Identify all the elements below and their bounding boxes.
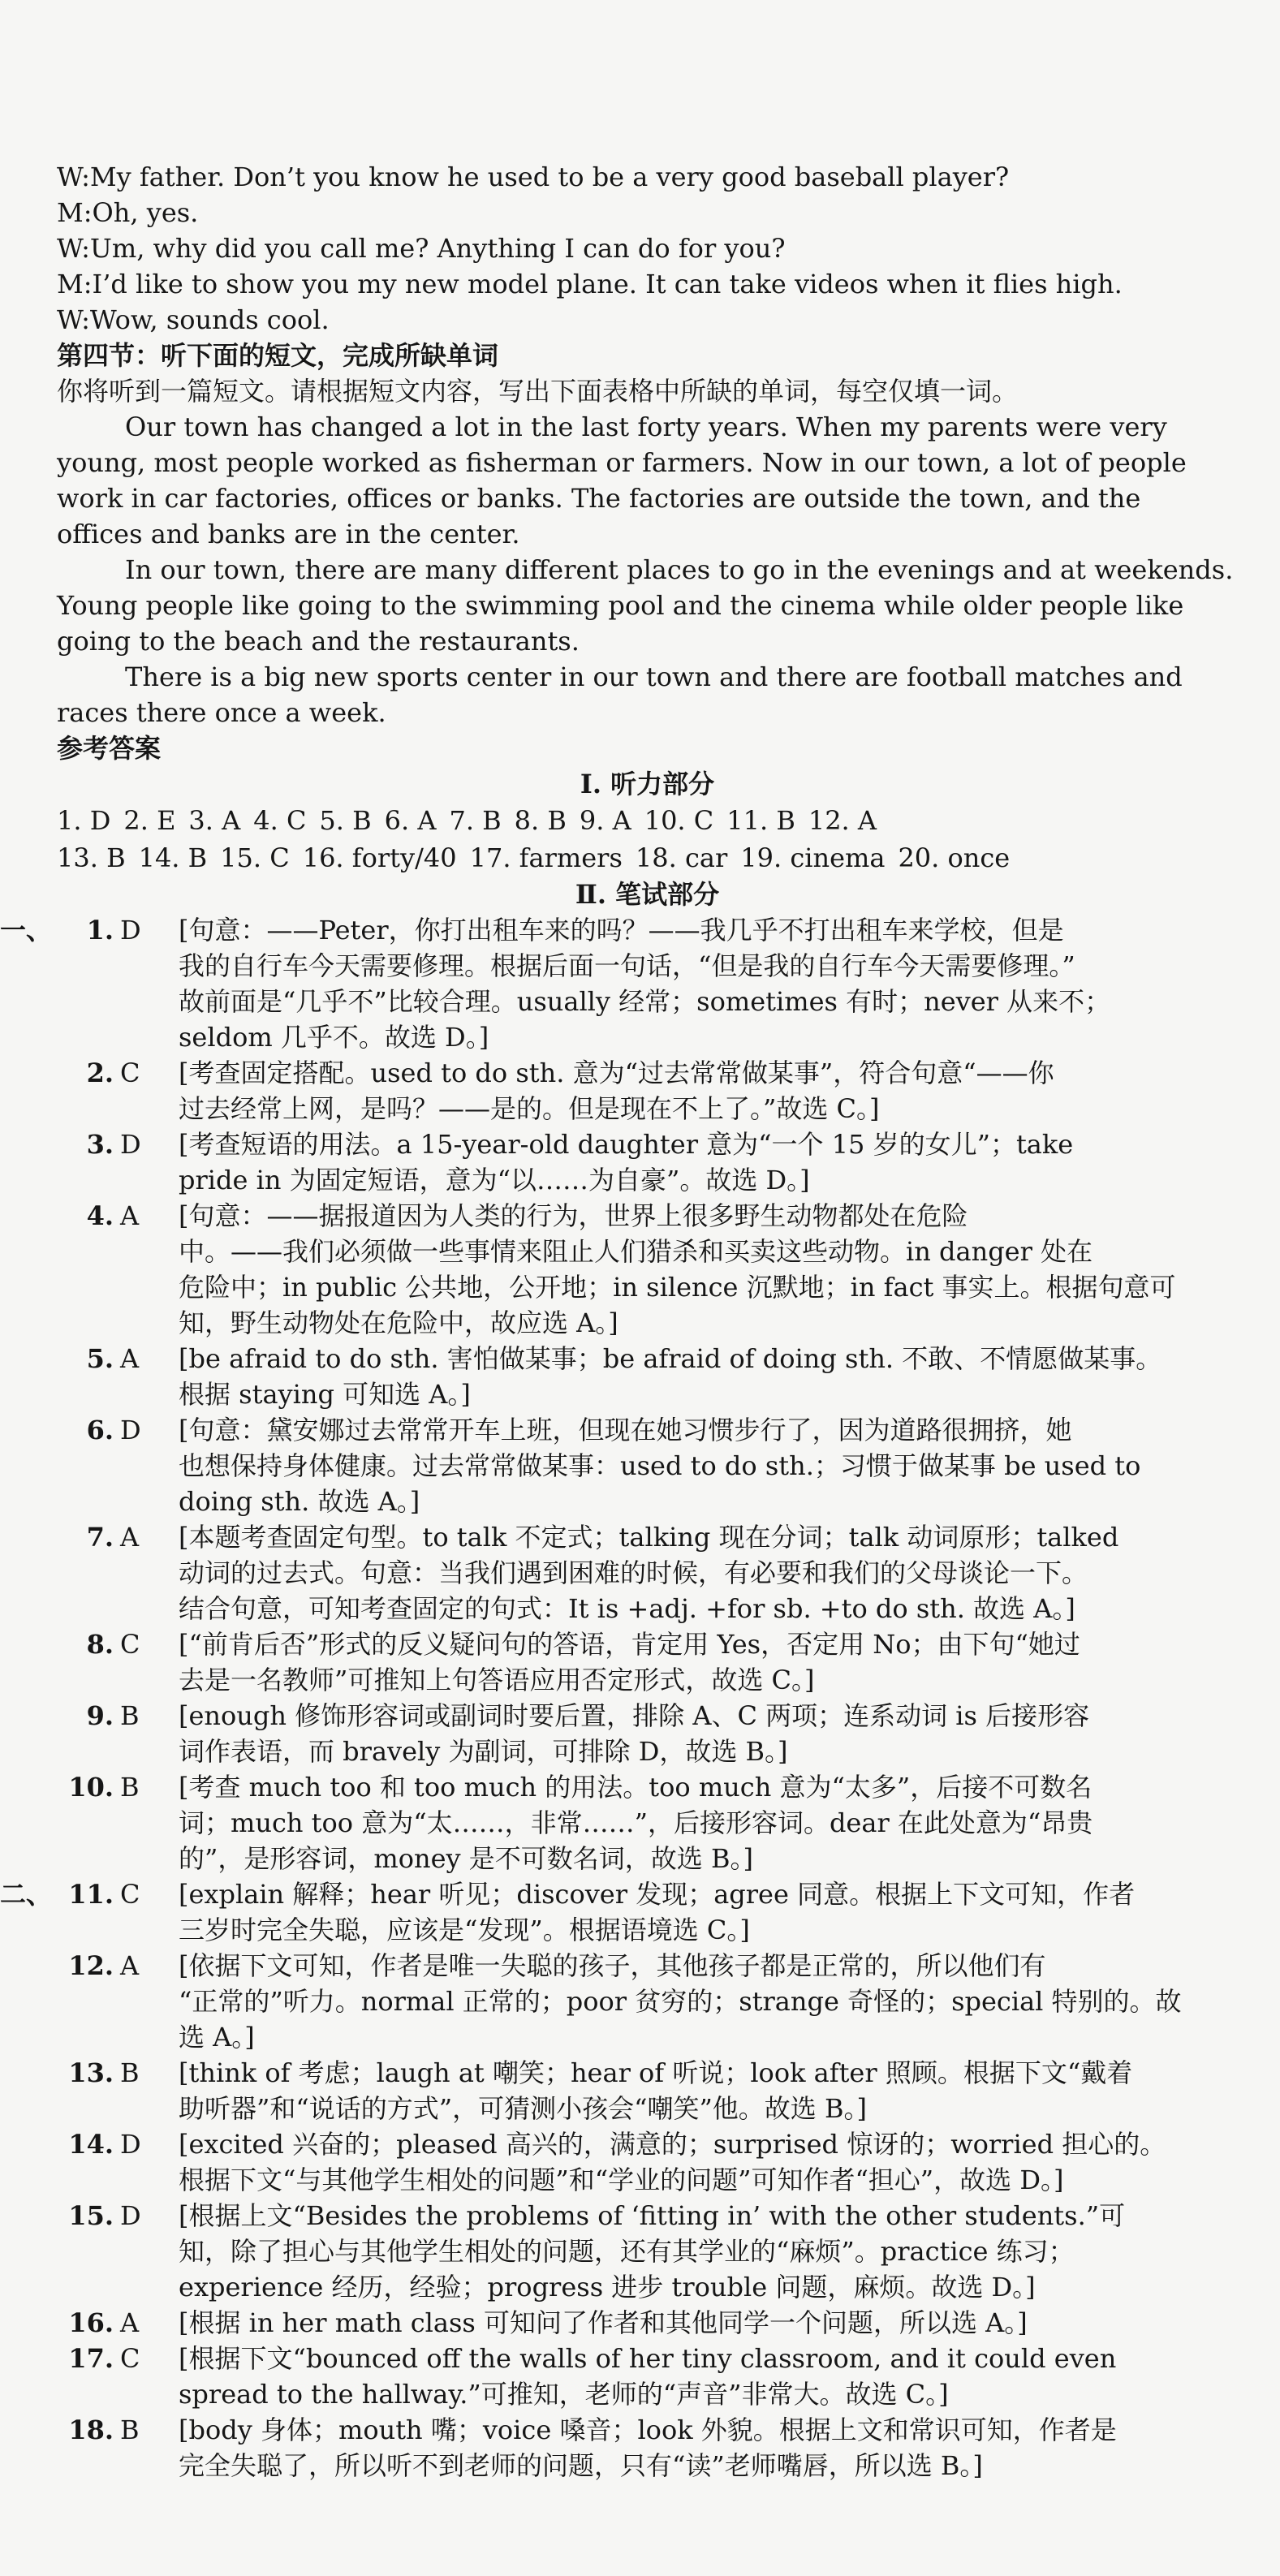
item-answer: D [120,2200,141,2231]
explanation-line: [explain 解释；hear 听见；discover 发现；agree 同意。根据上下文可知，作者 [179,1879,1136,1910]
answer-item [57,2126,1238,2198]
explanation-line: [“前肯后否”形式的反义疑问句的答语，肯定用 Yes，否定用 No；由下句“她过 [179,1629,1080,1660]
passage-line: going to the beach and the restaurants. [57,626,580,657]
explanation-line: seldom 几乎不。故选 D。] [179,1022,489,1053]
explanation-line: [be afraid to do sth. 害怕做某事；be afraid of doing sth. 不敢、不情愿做某事。 [179,1343,1162,1374]
item-number: 1. [86,915,114,946]
explanation-line: 也想保持身体健康。过去常常做某事：used to do sth.；习惯于做某事 be used to [179,1450,1141,1481]
explanation-line: 结合句意，可知考查固定的句式：It is +adj. +for sb. +to do sth. 故选 A。] [179,1593,1075,1624]
listening-answer: 6. A [384,805,437,836]
explanation-line: 知，除了担心与其他学生相处的问题，还有其学业的“麻烦”。practice 练习； [179,2236,1075,2267]
dialogue-line: M:Oh, yes. [57,197,199,228]
item-number: 6. [86,1415,114,1445]
explanation-line: [句意：——Peter，你打出租车来的吗？——我几乎不打出租车来学校，但是 [179,915,1064,946]
item-answer: D [120,1129,141,1160]
explanation-line: pride in 为固定短语，意为“以……为自豪”。故选 D。] [179,1165,810,1195]
answer-item [0,1876,1238,1948]
explanation-line: 知，野生动物处在危险中，故应选 A。] [179,1307,618,1338]
written-items [0,912,1238,2483]
listening-answer: 14. B [138,842,208,873]
section4-title: 第四节：听下面的短文，完成所缺单词 [57,340,499,371]
dialogue-line: M:I’d like to show you my new model plane. It can take videos when it flies high. [57,269,1123,299]
passage-line: young, most people worked as fisherman or farmers. Now in our town, a lot of people [57,447,1187,478]
passage-line: work in car factories, offices or banks. The factories are outside the town, and the [57,483,1141,514]
item-answer: A [120,1200,140,1231]
item-answer: B [120,1700,140,1731]
listening-answer: 20. once [898,842,1011,873]
explanation-line: 选 A。] [179,2022,255,2053]
explanation-line: [句意：黛安娜过去常常开车上班，但现在她习惯步行了，因为道路很拥挤，她 [179,1415,1072,1445]
explanation-line: 去是一名教师”可推知上句答语应用否定形式，故选 C。] [179,1665,815,1695]
item-number: 18. [68,2414,114,2445]
explanation-line: [根据下文“bounced off the walls of her tiny classroom, and it could even [179,2343,1117,2374]
passage-line: offices and banks are in the center. [57,519,520,549]
answer-item [57,2055,1238,2126]
passage-line: There is a big new sports center in our town and there are football matches and [125,661,1183,692]
answer-item [57,1769,1238,1876]
item-number: 3. [86,1129,114,1160]
explanation-line: 动词的过去式。句意：当我们遇到困难的时候，有必要和我们的父母谈论一下。 [179,1557,1088,1588]
answer-item [57,1412,1238,1519]
item-answer: D [120,2129,141,2160]
explanation-line: 根据下文“与其他学生相处的问题”和“学业的问题”可知作者“担心”，故选 D。] [179,2165,1064,2195]
answer-item [57,1626,1238,1698]
explanation-line: 三岁时完全失聪，应该是“发现”。根据语境选 C。] [179,1915,750,1945]
item-number: 4. [86,1200,114,1231]
group-label: 一、 [0,915,53,946]
explanation-line: [根据上文“Besides the problems of ‘fitting in’ with the other students.”可 [179,2200,1126,2231]
explanation-line: 词；much too 意为“太……，非常……”，后接形容词。dear 在此处意为“昂贵 [179,1807,1093,1838]
item-answer: B [120,1772,140,1803]
item-number: 16. [68,2307,114,2338]
answers-heading: 参考答案 [57,733,162,764]
listening-answer: 8. B [514,805,567,836]
listening-answer: 19. cinema [740,842,886,873]
listening-answer: 13. B [57,842,126,873]
explanation-line: [依据下文可知，作者是唯一失聪的孩子，其他孩子都是正常的，所以他们有 [179,1950,1046,1981]
dialogue [57,159,1238,338]
answer-item [57,2412,1238,2483]
explanation-line: 过去经常上网，是吗？——是的。但是现在不上了。”故选 C。] [179,1093,880,1124]
explanation-line: [考查短语的用法。a 15-year-old daughter 意为“一个 15 岁的女儿”；take [179,1129,1074,1160]
listening-answer: 16. forty/40 [302,842,457,873]
written-heading: Ⅱ. 笔试部分 [575,879,720,910]
passage-line: In our town, there are many different places to go in the evenings and at weekends. [125,554,1234,585]
passage-line: Our town has changed a lot in the last forty years. When my parents were very [125,411,1167,442]
answer-item [57,1698,1238,1769]
item-answer: B [120,2414,140,2445]
dialogue-line: W:Um, why did you call me? Anything I can do for you? [57,233,786,264]
passage-line: Young people like going to the swimming pool and the cinema while older people like [57,590,1184,621]
answer-item [57,2305,1238,2341]
explanation-line: 故前面是“几乎不”比较合理。usually 经常；sometimes 有时；never 从来不； [179,986,1111,1017]
item-answer: A [120,1522,140,1553]
explanation-line: [本题考查固定句型。to talk 不定式；talking 现在分词；talk 动词原形；talked [179,1522,1119,1553]
explanation-line: [考查 much too 和 too much 的用法。too much 意为“太多”，后接不可数名 [179,1772,1093,1803]
explanation-line: 危险中；in public 公共地，公开地；in silence 沉默地；in fact 事实上。根据句意可 [179,1272,1176,1303]
item-answer: A [120,1343,140,1374]
item-number: 2. [86,1058,114,1088]
listening-answer: 5. B [319,805,372,836]
listening-answer: 18. car [635,842,728,873]
answer-item [57,1198,1238,1341]
answer-item [57,2341,1238,2412]
passage [57,409,1238,730]
dialogue-line: W:My father. Don’t you know he used to be a very good baseball player? [57,162,1010,192]
listening-answers-row-1 [57,802,1238,839]
explanation-line: 的”，是形容词，money 是不可数名词，故选 B。] [179,1843,753,1874]
explanation-line: 根据 staying 可知选 A。] [179,1379,471,1410]
item-number: 11. [68,1879,114,1910]
listening-answer: 11. B [726,805,795,836]
group-label: 二、 [0,1879,53,1910]
item-answer: A [120,2307,140,2338]
item-number: 10. [68,1772,114,1803]
section4-instruction: 你将听到一篇短文。请根据短文内容，写出下面表格中所缺的单词，每空仅填一词。 [57,376,1019,407]
listening-answer: 7. B [449,805,502,836]
listening-answer: 3. A [188,805,241,836]
item-number: 5. [86,1343,114,1374]
item-number: 15. [68,2200,114,2231]
answer-item [57,1519,1238,1626]
item-answer: C [120,1058,140,1088]
listening-answer: 17. farmers [469,842,623,873]
answer-item [57,1126,1238,1198]
item-answer: A [120,1950,140,1981]
answer-item [57,2198,1238,2305]
item-answer: B [120,2057,140,2088]
explanation-line: [考查固定搭配。used to do sth. 意为“过去常常做某事”，符合句意“——你 [179,1058,1054,1088]
explanation-line: [excited 兴奋的；pleased 高兴的，满意的；surprised 惊讶的；worried 担心的。 [179,2129,1166,2160]
answer-item [57,1055,1238,1126]
listening-answer: 10. C [644,805,714,836]
explanation-line: [think of 考虑；laugh at 嘲笑；hear of 听说；look after 照顾。根据下文“戴着 [179,2057,1133,2088]
listening-answer: 2. E [123,805,176,836]
item-number: 13. [68,2057,114,2088]
explanation-line: [根据 in her math class 可知问了作者和其他同学一个问题，所以选 A。] [179,2307,1028,2338]
explanation-line: “正常的”听力。normal 正常的；poor 贫穷的；strange 奇怪的；special 特别的。故 [179,1986,1182,2017]
listening-answer: 15. C [220,842,290,873]
listening-answer: 1. D [57,805,111,836]
explanation-line: 我的自行车今天需要修理。根据后面一句话，“但是我的自行车今天需要修理。” [179,950,1075,981]
explanation-line: 词作表语，而 bravely 为副词，可排除 D，故选 B。] [179,1736,788,1767]
listening-answer: 4. C [253,805,307,836]
answer-item [57,1948,1238,2055]
item-number: 12. [68,1950,114,1981]
explanation-line: 助听器”和“说话的方式”，可猜测小孩会“嘲笑”他。故选 B。] [179,2093,867,2124]
answer-item [57,1341,1238,1412]
item-number: 17. [68,2343,114,2374]
item-answer: D [120,915,141,946]
answer-item [0,912,1238,1055]
item-number: 9. [86,1700,114,1731]
dialogue-line: W:Wow, sounds cool. [57,304,330,335]
listening-answers-row-2 [57,839,1238,877]
explanation-line: [句意：——据报道因为人类的行为，世界上很多野生动物都处在危险 [179,1200,968,1231]
listening-answer: 12. A [808,805,877,836]
listening-heading: Ⅰ. 听力部分 [580,769,715,799]
explanation-line: experience 经历，经验；progress 进步 trouble 问题，麻烦。故选 D。] [179,2272,1036,2302]
item-number: 14. [68,2129,114,2160]
passage-line: races there once a week. [57,697,386,728]
item-number: 8. [86,1629,114,1660]
item-answer: C [120,2343,140,2374]
explanation-line: [enough 修饰形容词或副词时要后置，排除 A、C 两项；连系动词 is 后接形容 [179,1700,1090,1731]
explanation-line: spread to the hallway.”可推知，老师的“声音”非常大。故选 C。] [179,2379,949,2410]
item-answer: C [120,1879,140,1910]
item-answer: C [120,1629,140,1660]
explanation-line: [body 身体；mouth 嘴；voice 嗓音；look 外貌。根据上文和常识可知，作者是 [179,2414,1117,2445]
explanation-line: 完全失聪了，所以听不到老师的问题，只有“读”老师嘴唇，所以选 B。] [179,2450,983,2481]
item-number: 7. [86,1522,114,1553]
listening-answer: 9. A [579,805,631,836]
explanation-line: 中。——我们必须做一些事情来阻止人们猎杀和买卖这些动物。in danger 处在 [179,1236,1093,1267]
item-answer: D [120,1415,141,1445]
explanation-line: doing sth. 故选 A。] [179,1486,420,1517]
page-content [0,159,1238,2483]
